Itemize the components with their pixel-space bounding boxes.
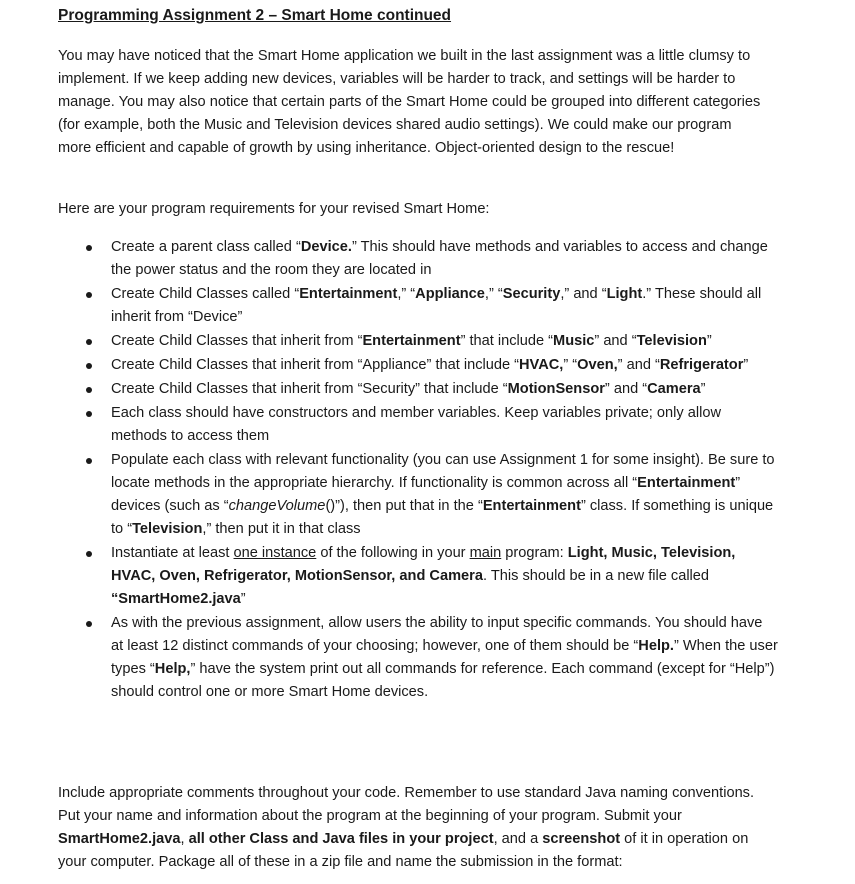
page-title: Programming Assignment 2 – Smart Home continued [58,7,452,24]
requirement-security-children: Create Child Classes that inherit from “Security” that include “MotionSensor” and “Camera” [58,378,778,401]
closing-paragraph: Include appropriate comments throughout your code. Remember to use standard Java naming conventions. Put your name and information about the program at the beginning of your program. Submit your SmartHome2.java, all other Class and Java files in your project, and a screenshot of it in operation on your computer. Package all of these in a zip file and name the submission in the format: [58,785,755,870]
intro-paragraph: You may have noticed that the Smart Home application we built in the last assignment was a little clumsy to implement. If we keep adding new devices, variables will be harder to track, and settings will be harder to manage. You may also notice that certain parts of the Smart Home could be grouped into different categories (for example, both the Music and Television devices shared audio settings). We could make our program more efficient and capable of growth by using inheritance. Object-oriented design to the rescue! [58,48,761,156]
requirement-functionality: Populate each class with relevant functionality (you can use Assignment 1 for some insight). Be sure to locate methods in the appropriate hierarchy. If functionality is common across all “Entertainment” devices (such as “changeVolume()”), then put that in the “Entertainment” class. If something is unique to “Television,” then put it in that class [58,449,778,541]
requirement-device-class: Create a parent class called “Device.” This should have methods and variables to access and change the power status and the room they are located in [58,236,778,282]
requirement-instantiate: Instantiate at least one instance of the following in your main program: Light, Music, Television, HVAC, Oven, Refrigerator, MotionSensor, and Camera. This should be in a new file called “SmartHome2.java” [58,542,778,611]
requirement-commands: As with the previous assignment, allow users the ability to input specific commands. You should have at least 12 distinct commands of your choosing; however, one of them should be “Help.” When the user types “Help,” have the system print out all commands for reference. Each command (except for “Help”) should control one or more Smart Home devices. [58,612,778,704]
requirement-entertainment-children: Create Child Classes that inherit from “Entertainment” that include “Music” and “Television” [58,330,778,353]
requirements-lead: Here are your program requirements for your revised Smart Home: [58,201,490,217]
requirement-constructors: Each class should have constructors and member variables. Keep variables private; only allow methods to access them [58,402,778,448]
requirement-appliance-children: Create Child Classes that inherit from “Appliance” that include “HVAC,” “Oven,” and “Refrigerator” [58,354,778,377]
requirement-child-classes: Create Child Classes called “Entertainment,” “Appliance,” “Security,” and “Light.” These should all inherit from “Device” [58,283,778,329]
requirements-list [58,236,778,705]
